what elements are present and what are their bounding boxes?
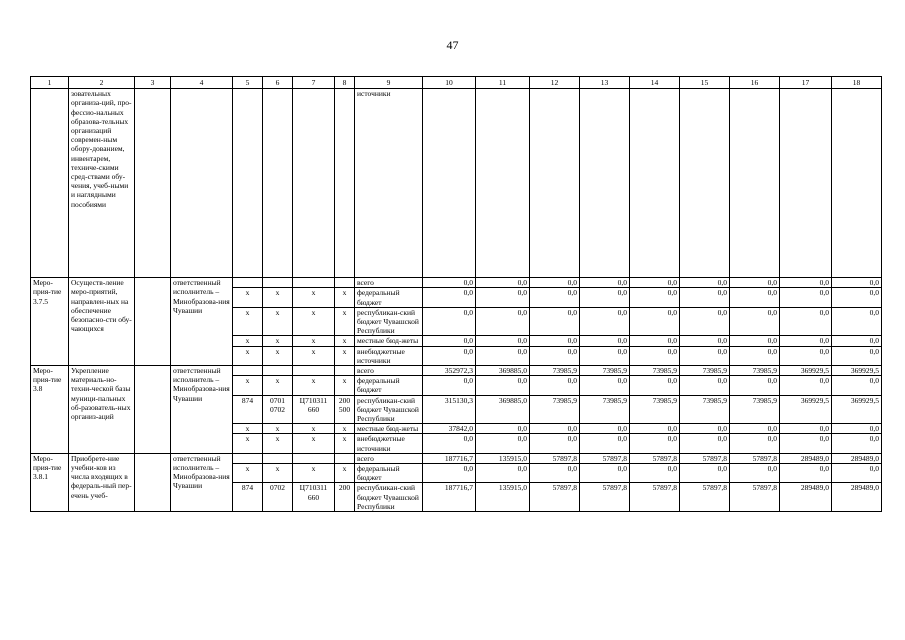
- budget-code-grbs: x: [233, 434, 263, 453]
- amount-value: 73985,9: [730, 366, 780, 376]
- budget-code-expense: x: [335, 336, 355, 346]
- column-number: 6: [263, 77, 293, 89]
- activity-name: Укрепление материаль-но-техни-ческой базы муници-пальных об-разователь-ных организ-аций: [69, 366, 135, 454]
- amount-value: 0,0: [530, 278, 580, 288]
- budget-code-section: x: [263, 424, 293, 434]
- budget-code-section: x: [263, 288, 293, 307]
- amount-value: 369929,5: [780, 366, 832, 376]
- amount-value: 0,0: [580, 424, 630, 434]
- amount-value: 57897,8: [530, 483, 580, 512]
- amount-value: 0,0: [580, 307, 630, 336]
- funding-source: всего: [355, 366, 423, 376]
- amount-value: 0,0: [580, 434, 630, 453]
- amount-value: 0,0: [680, 307, 730, 336]
- amount-value: 0,0: [730, 376, 780, 395]
- budget-code-target: x: [293, 307, 335, 336]
- budget-code-grbs: x: [233, 464, 263, 483]
- budget-code-target: [293, 278, 335, 288]
- funding-source: республикан-ский бюджет Чувашской Республики: [355, 483, 423, 512]
- budget-code-target: x: [293, 336, 335, 346]
- column-number: 14: [630, 77, 680, 89]
- amount-value: 0,0: [730, 307, 780, 336]
- amount-value: 0,0: [423, 346, 476, 365]
- amount-value: 0,0: [680, 434, 730, 453]
- amount-value: 0,0: [832, 307, 882, 336]
- budget-code-target: x: [293, 424, 335, 434]
- budget-code-target: x: [293, 464, 335, 483]
- empty-cell: [135, 366, 171, 454]
- budget-code-target: x: [293, 434, 335, 453]
- amount-value: 73985,9: [530, 366, 580, 376]
- column-number: 2: [69, 77, 135, 89]
- funding-source: федеральный бюджет: [355, 464, 423, 483]
- column-number: 11: [476, 77, 530, 89]
- budget-code-section: [263, 366, 293, 376]
- amount-value: 369929,5: [780, 395, 832, 424]
- amount-value: 0,0: [730, 288, 780, 307]
- amount-value: 0,0: [630, 346, 680, 365]
- amount-value: 0,0: [530, 424, 580, 434]
- budget-code-grbs: 874: [233, 483, 263, 512]
- amount-value: 0,0: [476, 307, 530, 336]
- amount-value: 0,0: [423, 376, 476, 395]
- amount-value: 0,0: [423, 288, 476, 307]
- column-number: 13: [580, 77, 630, 89]
- budget-code-target: x: [293, 346, 335, 365]
- budget-code-expense: x: [335, 346, 355, 365]
- column-number-header: [31, 77, 882, 89]
- amount-value: 0,0: [530, 464, 580, 483]
- budget-code-section: x: [263, 336, 293, 346]
- column-number: 12: [530, 77, 580, 89]
- funding-source: республикан-ский бюджет Чувашской Республики: [355, 395, 423, 424]
- budget-row: [31, 278, 882, 288]
- amount-value: 0,0: [530, 434, 580, 453]
- budget-code-grbs: [233, 366, 263, 376]
- activity-name: Осуществ-ление меро-приятий, направлен-ных на обеспечение безопасно-сти обу-чающихся: [69, 278, 135, 366]
- amount-value: 73985,9: [730, 395, 780, 424]
- amount-value: 0,0: [680, 424, 730, 434]
- amount-value: 57897,8: [730, 483, 780, 512]
- funding-source: всего: [355, 453, 423, 463]
- amount-value: 187716,7: [423, 483, 476, 512]
- amount-value: 0,0: [423, 434, 476, 453]
- column-number: 10: [423, 77, 476, 89]
- amount-value: 0,0: [476, 464, 530, 483]
- budget-code-section: 0701 0702: [263, 395, 293, 424]
- amount-value: 0,0: [780, 464, 832, 483]
- amount-value: 0,0: [730, 424, 780, 434]
- budget-row: [31, 366, 882, 376]
- amount-value: 289489,0: [832, 483, 882, 512]
- table-body: [31, 89, 882, 512]
- amount-value: 0,0: [630, 464, 680, 483]
- amount-value: 369885,0: [476, 366, 530, 376]
- budget-code-target: Ц710311 660: [293, 395, 335, 424]
- budget-code-grbs: x: [233, 307, 263, 336]
- amount-value: 57897,8: [530, 453, 580, 463]
- budget-code-target: Ц710311 660: [293, 483, 335, 512]
- amount-value: 0,0: [530, 346, 580, 365]
- amount-value: 0,0: [580, 376, 630, 395]
- responsible-executor: ответственный исполнитель – Минобразова-ния Чувашии: [171, 453, 233, 511]
- amount-value: 0,0: [476, 434, 530, 453]
- amount-value: 0,0: [476, 278, 530, 288]
- budget-code-grbs: x: [233, 288, 263, 307]
- amount-value: 0,0: [832, 346, 882, 365]
- amount-value: 135915,0: [476, 453, 530, 463]
- responsible-executor: ответственный исполнитель – Минобразова-ния Чувашии: [171, 278, 233, 366]
- budget-code-section: x: [263, 434, 293, 453]
- column-number: 1: [31, 77, 69, 89]
- budget-row: [31, 453, 882, 463]
- amount-value: 0,0: [680, 376, 730, 395]
- amount-value: 135915,0: [476, 483, 530, 512]
- budget-code-expense: x: [335, 307, 355, 336]
- empty-cell: [135, 278, 171, 366]
- budget-code-target: x: [293, 288, 335, 307]
- amount-value: 0,0: [730, 346, 780, 365]
- budget-code-target: x: [293, 376, 335, 395]
- amount-value: 73985,9: [630, 395, 680, 424]
- amount-value: 0,0: [530, 307, 580, 336]
- amount-value: 0,0: [780, 278, 832, 288]
- amount-value: 352972,3: [423, 366, 476, 376]
- activity-name: Приобрете-ние учебни-ков из числа входящих в федераль-ный пер-ечень учеб-: [69, 453, 135, 511]
- responsible-executor: ответственный исполнитель – Минобразова-ния Чувашии: [171, 366, 233, 454]
- budget-code-section: x: [263, 376, 293, 395]
- amount-value: 0,0: [730, 464, 780, 483]
- amount-value: 73985,9: [630, 366, 680, 376]
- amount-value: 0,0: [423, 307, 476, 336]
- budget-code-grbs: x: [233, 336, 263, 346]
- amount-value: 0,0: [476, 336, 530, 346]
- amount-value: 0,0: [780, 336, 832, 346]
- amount-value: 369929,5: [832, 395, 882, 424]
- amount-value: 289489,0: [780, 453, 832, 463]
- continuation-description: зовательных организа-ций, про-фессио-нальных образова-тельных организаций современ-ным обору-дованием, инвентарем, техниче-скими сред-ствами обу-чения, учеб-ными и наглядными пособиями: [69, 89, 135, 278]
- budget-table: [30, 76, 882, 512]
- amount-value: 0,0: [580, 336, 630, 346]
- empty-cell: [135, 453, 171, 511]
- amount-value: 0,0: [630, 424, 680, 434]
- amount-value: 289489,0: [780, 483, 832, 512]
- amount-value: 73985,9: [580, 395, 630, 424]
- amount-value: 0,0: [580, 278, 630, 288]
- amount-value: 0,0: [580, 288, 630, 307]
- activity-id: Меро-прия-тие 3.8.1: [31, 453, 69, 511]
- funding-source: федеральный бюджет: [355, 288, 423, 307]
- budget-code-expense: 200 500: [335, 395, 355, 424]
- funding-source: внебюджетные источники: [355, 434, 423, 453]
- budget-code-expense: x: [335, 434, 355, 453]
- amount-value: 0,0: [680, 288, 730, 307]
- column-number: 9: [355, 77, 423, 89]
- amount-value: 0,0: [423, 278, 476, 288]
- amount-value: 0,0: [476, 288, 530, 307]
- column-number: 18: [832, 77, 882, 89]
- budget-code-section: x: [263, 346, 293, 365]
- continuation-row: [31, 89, 882, 278]
- funding-source: внебюджетные источники: [355, 346, 423, 365]
- amount-value: 0,0: [580, 464, 630, 483]
- column-number: 16: [730, 77, 780, 89]
- funding-source: республикан-ский бюджет Чувашской Республики: [355, 307, 423, 336]
- column-number: 7: [293, 77, 335, 89]
- activity-id: Меро-прия-тие 3.7.5: [31, 278, 69, 366]
- amount-value: 315130,3: [423, 395, 476, 424]
- amount-value: 0,0: [680, 346, 730, 365]
- funding-source: всего: [355, 278, 423, 288]
- budget-code-grbs: [233, 453, 263, 463]
- amount-value: 0,0: [832, 376, 882, 395]
- amount-value: 57897,8: [680, 453, 730, 463]
- budget-code-grbs: [233, 278, 263, 288]
- amount-value: 57897,8: [630, 453, 680, 463]
- budget-code-grbs: x: [233, 346, 263, 365]
- activity-id: Меро-прия-тие 3.8: [31, 366, 69, 454]
- column-number: 17: [780, 77, 832, 89]
- budget-code-expense: [335, 278, 355, 288]
- budget-code-section: x: [263, 307, 293, 336]
- amount-value: 0,0: [476, 424, 530, 434]
- budget-code-section: x: [263, 464, 293, 483]
- amount-value: 73985,9: [680, 395, 730, 424]
- column-number: 15: [680, 77, 730, 89]
- amount-value: 0,0: [476, 376, 530, 395]
- amount-value: 0,0: [680, 336, 730, 346]
- amount-value: 0,0: [530, 336, 580, 346]
- amount-value: 0,0: [780, 376, 832, 395]
- funding-source: федеральный бюджет: [355, 376, 423, 395]
- amount-value: 0,0: [630, 307, 680, 336]
- amount-value: 0,0: [423, 336, 476, 346]
- amount-value: 0,0: [423, 464, 476, 483]
- budget-code-grbs: x: [233, 376, 263, 395]
- budget-code-expense: x: [335, 464, 355, 483]
- amount-value: 0,0: [832, 424, 882, 434]
- column-number: 5: [233, 77, 263, 89]
- amount-value: 73985,9: [680, 366, 730, 376]
- budget-code-expense: x: [335, 288, 355, 307]
- amount-value: 0,0: [832, 464, 882, 483]
- column-number: 3: [135, 77, 171, 89]
- amount-value: 369885,0: [476, 395, 530, 424]
- column-number: 8: [335, 77, 355, 89]
- budget-code-expense: [335, 453, 355, 463]
- budget-code-grbs: x: [233, 424, 263, 434]
- budget-code-expense: x: [335, 424, 355, 434]
- amount-value: 73985,9: [580, 366, 630, 376]
- funding-source: местные бюд-жеты: [355, 424, 423, 434]
- amount-value: 0,0: [780, 346, 832, 365]
- amount-value: 0,0: [832, 278, 882, 288]
- column-number: 4: [171, 77, 233, 89]
- amount-value: 0,0: [680, 278, 730, 288]
- amount-value: 0,0: [630, 336, 680, 346]
- amount-value: 57897,8: [630, 483, 680, 512]
- amount-value: 57897,8: [680, 483, 730, 512]
- amount-value: 0,0: [580, 346, 630, 365]
- amount-value: 0,0: [780, 424, 832, 434]
- amount-value: 0,0: [730, 278, 780, 288]
- amount-value: 0,0: [730, 336, 780, 346]
- budget-code-expense: [335, 366, 355, 376]
- amount-value: 57897,8: [580, 453, 630, 463]
- budget-code-expense: 200: [335, 483, 355, 512]
- budget-code-section: 0702: [263, 483, 293, 512]
- amount-value: 0,0: [630, 434, 680, 453]
- amount-value: 0,0: [780, 307, 832, 336]
- amount-value: 187716,7: [423, 453, 476, 463]
- amount-value: 0,0: [630, 278, 680, 288]
- amount-value: 0,0: [832, 434, 882, 453]
- budget-code-target: [293, 453, 335, 463]
- continuation-source: источники: [355, 89, 423, 278]
- amount-value: 0,0: [832, 336, 882, 346]
- amount-value: 0,0: [780, 434, 832, 453]
- budget-code-target: [293, 366, 335, 376]
- page-number: 47: [446, 38, 459, 52]
- amount-value: 37842,0: [423, 424, 476, 434]
- amount-value: 0,0: [780, 288, 832, 307]
- amount-value: 0,0: [730, 434, 780, 453]
- amount-value: 73985,9: [530, 395, 580, 424]
- amount-value: 0,0: [530, 288, 580, 307]
- amount-value: 0,0: [476, 346, 530, 365]
- header-row: [31, 77, 882, 89]
- amount-value: 0,0: [530, 376, 580, 395]
- amount-value: 289489,0: [832, 453, 882, 463]
- amount-value: 369929,5: [832, 366, 882, 376]
- amount-value: 0,0: [832, 288, 882, 307]
- budget-code-expense: x: [335, 376, 355, 395]
- amount-value: 57897,8: [580, 483, 630, 512]
- amount-value: 57897,8: [730, 453, 780, 463]
- funding-source: местные бюд-жеты: [355, 336, 423, 346]
- budget-code-grbs: 874: [233, 395, 263, 424]
- budget-code-section: [263, 278, 293, 288]
- amount-value: 0,0: [680, 464, 730, 483]
- budget-code-section: [263, 453, 293, 463]
- amount-value: 0,0: [630, 288, 680, 307]
- amount-value: 0,0: [630, 376, 680, 395]
